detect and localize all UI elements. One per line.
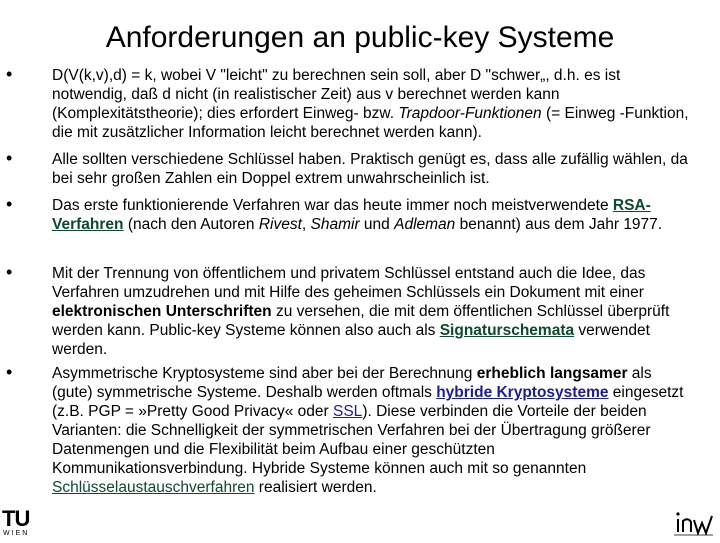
bullet-text <box>52 196 692 234</box>
bold-term: erheblich langsamer <box>476 365 628 382</box>
bullet-dot-icon: • <box>6 64 13 84</box>
term-link[interactable]: Signaturschemata <box>439 322 575 339</box>
term-link[interactable]: Schlüsselaustauschverfahren <box>52 479 255 496</box>
text-run: verwendet werden. <box>52 322 650 358</box>
bold-term: elektronischen Unterschriften <box>52 303 272 320</box>
text-run: zu versehen, die mit dem öffentlichen Schlüssel überprüft werden kann. Public-key Systeme können also auch als <box>52 303 670 339</box>
text-run: (= Einweg -Funktion, die mit zusätzlicher Information leicht berechnet werden kann). <box>52 105 689 141</box>
tu-wien-logo <box>2 508 34 540</box>
bullet-dot-icon: • <box>6 194 13 214</box>
text-run: (nach den Autoren <box>123 216 259 233</box>
inw-logo-graphic <box>672 508 716 538</box>
slide-title: Anforderungen an public-key Systeme <box>105 21 615 54</box>
text-run: eingesetzt (z.B. PGP = »Pretty Good Privacy« oder <box>52 384 684 420</box>
term-link[interactable]: RSA-Verfahren <box>52 197 651 233</box>
term-link[interactable]: hybride Kryptosysteme <box>436 384 609 401</box>
text-run: , <box>301 216 311 233</box>
bullet-dot-icon: • <box>6 148 13 168</box>
bullet-text <box>52 364 692 497</box>
text-run: Asymmetrische Kryptosysteme sind aber bei der Berechnung <box>52 365 477 382</box>
bullet-text <box>52 66 692 142</box>
italic-term: Shamir <box>310 216 360 233</box>
italic-term: Rivest <box>258 216 302 233</box>
text-run: als (gute) symmetrische Systeme. Deshalb werden oftmals <box>52 365 652 401</box>
italic-term: Adleman <box>394 216 456 233</box>
text-run: Das erste funktionierende Verfahren war das heute immer noch meistverwendete <box>52 197 613 214</box>
term-link[interactable]: SSL <box>333 403 363 420</box>
bullet-text <box>52 150 692 188</box>
text-run: benannt) aus dem Jahr 1977. <box>455 216 663 233</box>
tu-logo-subtext: WIEN <box>3 530 30 537</box>
text-run: Mit der Trennung von öffentlichem und privatem Schlüssel entstand auch die Idee, das Verfahren umzudrehen und mit Hilfe des geheimen Schlüssels ein Dokument mit einer <box>52 265 646 301</box>
text-run: ). Diese verbinden die Vorteile der beiden Varianten: die Schnelligkeit der symmetrischen Verfahren bei der Übertragung größerer Datenmengen und die Flexibilität beim Aufbau einer geschützten Kommunikationsverbindung. Hybride Systeme können auch mit so genannten <box>52 403 651 477</box>
tu-logo-letters: TU <box>2 506 30 531</box>
text-run: realisiert werden. <box>254 479 377 496</box>
italic-term: Trapdoor-Funktionen <box>398 105 542 122</box>
text-run: Alle sollten verschiedene Schlüssel haben. Praktisch genügt es, dass alle zufällig wählen, da bei sehr großen Zahlen ein Doppel extrem unwahrscheinlich ist. <box>52 151 688 187</box>
bullet-text <box>52 264 692 359</box>
bullet-dot-icon: • <box>6 362 13 382</box>
text-run: und <box>359 216 395 233</box>
bullet-dot-icon: • <box>6 262 13 282</box>
text-run: D(V(k,v),d) = k, wobei V "leicht" zu berechnen sein soll, aber D "schwer„, d.h. es ist notwendig, daß d nicht (in realistischer Zeit) aus v berechnet werden kann (Komplexitätstheorie); dies erfordert Einweg- bzw. <box>52 67 621 122</box>
inw-logo <box>672 508 716 538</box>
